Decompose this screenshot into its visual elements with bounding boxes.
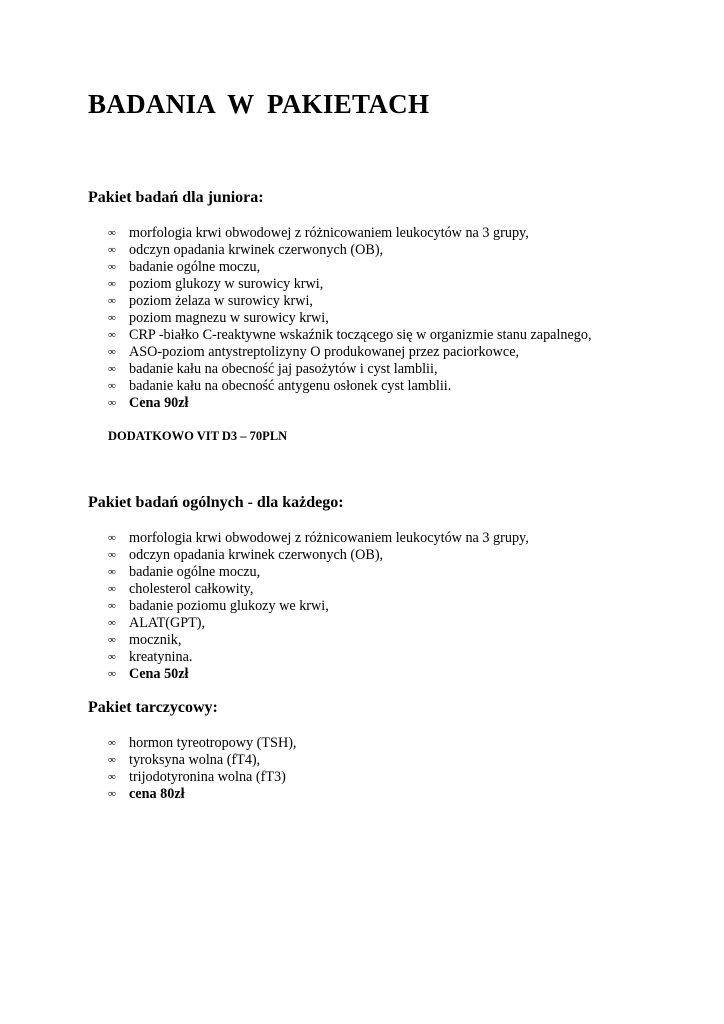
list-item-text: badanie kału na obecność jaj pasożytów i cyst lamblii, xyxy=(129,361,438,377)
list-item-text: odczyn opadania krwinek czerwonych (OB), xyxy=(129,242,384,258)
list-item xyxy=(108,327,592,344)
list-item-text: poziom żelaza w surowicy krwi, xyxy=(129,293,313,309)
list-item-text: odczyn opadania krwinek czerwonych (OB), xyxy=(129,547,384,563)
list-item-text: morfologia krwi obwodowej z różnicowaniem leukocytów na 3 grupy, xyxy=(129,225,529,241)
list-item-text: mocznik, xyxy=(129,632,182,648)
infinity-bullet-icon: ∞ xyxy=(108,329,116,341)
infinity-bullet-icon: ∞ xyxy=(108,363,116,375)
infinity-bullet-icon: ∞ xyxy=(108,295,116,307)
infinity-bullet-icon: ∞ xyxy=(108,600,116,612)
list-item-text: poziom glukozy w surowicy krwi, xyxy=(129,276,324,292)
list-item xyxy=(108,242,592,259)
list-item xyxy=(108,735,296,752)
list-item-text: CRP -białko C-reaktywne wskaźnik toczącego się w organizmie stanu zapalnego, xyxy=(129,327,592,343)
infinity-bullet-icon: ∞ xyxy=(108,346,116,358)
infinity-bullet-icon: ∞ xyxy=(108,549,116,561)
list-item xyxy=(108,259,592,276)
infinity-bullet-icon: ∞ xyxy=(108,651,116,663)
junior-package-price: Cena 90zł xyxy=(129,395,189,411)
list-item xyxy=(108,310,592,327)
list-item-text: tyroksyna wolna (fT4), xyxy=(129,752,261,768)
list-item-text: badanie ogólne moczu, xyxy=(129,564,261,580)
infinity-bullet-icon: ∞ xyxy=(108,278,116,290)
section-heading-thyroid: Pakiet tarczycowy: xyxy=(88,699,218,716)
list-item xyxy=(108,344,592,361)
document-title: BADANIA W PAKIETACH xyxy=(88,89,430,119)
thyroid-package-list xyxy=(108,735,296,803)
list-item-text: hormon tyreotropowy (TSH), xyxy=(129,735,297,751)
list-item-text: badanie ogólne moczu, xyxy=(129,259,261,275)
list-item xyxy=(108,293,592,310)
list-item-text: poziom magnezu w surowicy krwi, xyxy=(129,310,329,326)
general-package-price: Cena 50zł xyxy=(129,666,189,682)
infinity-bullet-icon: ∞ xyxy=(108,634,116,646)
list-item-text: kreatynina. xyxy=(129,649,193,665)
infinity-bullet-icon: ∞ xyxy=(108,566,116,578)
list-item xyxy=(108,769,296,786)
list-item xyxy=(108,547,529,564)
list-item-text: ALAT(GPT), xyxy=(129,615,206,631)
list-item-text: trijodotyronina wolna (fT3) xyxy=(129,769,286,785)
section-heading-general: Pakiet badań ogólnych - dla każdego: xyxy=(88,494,344,511)
thyroid-package-price: cena 80zł xyxy=(129,786,185,802)
junior-package-list xyxy=(108,225,592,412)
list-item xyxy=(108,615,529,632)
list-item xyxy=(108,361,592,378)
infinity-bullet-icon: ∞ xyxy=(108,737,116,749)
infinity-bullet-icon: ∞ xyxy=(108,754,116,766)
list-item xyxy=(108,276,592,293)
list-item-text: badanie poziomu glukozy we krwi, xyxy=(129,598,329,614)
infinity-bullet-icon: ∞ xyxy=(108,227,116,239)
section-heading-junior: Pakiet badań dla juniora: xyxy=(88,189,264,206)
list-item xyxy=(108,598,529,615)
list-item xyxy=(108,752,296,769)
list-item xyxy=(108,225,592,242)
list-item-text: cholesterol całkowity, xyxy=(129,581,254,597)
infinity-bullet-icon: ∞ xyxy=(108,380,116,392)
general-package-list xyxy=(108,530,529,683)
infinity-bullet-icon: ∞ xyxy=(108,244,116,256)
list-item xyxy=(108,649,529,666)
infinity-bullet-icon: ∞ xyxy=(108,617,116,629)
infinity-bullet-icon: ∞ xyxy=(108,397,116,409)
list-item xyxy=(108,632,529,649)
infinity-bullet-icon: ∞ xyxy=(108,583,116,595)
infinity-bullet-icon: ∞ xyxy=(108,261,116,273)
list-item-text: morfologia krwi obwodowej z różnicowaniem leukocytów na 3 grupy, xyxy=(129,530,529,546)
infinity-bullet-icon: ∞ xyxy=(108,668,116,680)
price-item xyxy=(108,786,296,803)
list-item-text: ASO-poziom antystreptolizyny O produkowanej przez paciorkowce, xyxy=(129,344,520,360)
vitamin-d3-extra-note: DODATKOWO VIT D3 – 70PLN xyxy=(108,429,288,443)
list-item xyxy=(108,581,529,598)
list-item xyxy=(108,530,529,547)
list-item xyxy=(108,564,529,581)
list-item xyxy=(108,378,592,395)
price-item xyxy=(108,666,529,683)
price-item xyxy=(108,395,592,412)
infinity-bullet-icon: ∞ xyxy=(108,312,116,324)
list-item-text: badanie kału na obecność antygenu osłonek cyst lamblii. xyxy=(129,378,452,394)
infinity-bullet-icon: ∞ xyxy=(108,532,116,544)
infinity-bullet-icon: ∞ xyxy=(108,788,116,800)
infinity-bullet-icon: ∞ xyxy=(108,771,116,783)
